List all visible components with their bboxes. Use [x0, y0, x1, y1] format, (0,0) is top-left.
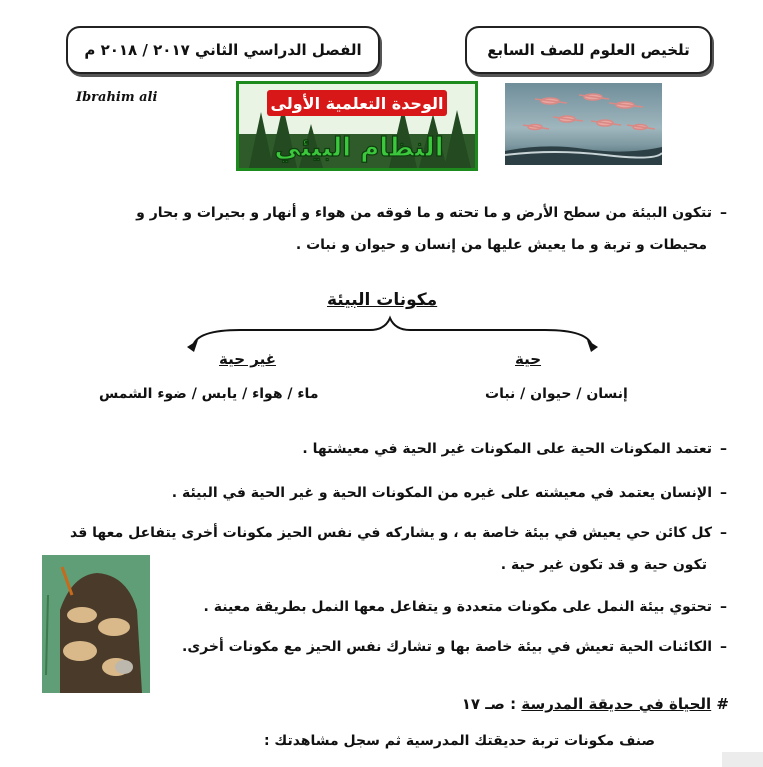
section-title: الحياة في حديقة المدرسة [521, 695, 712, 713]
section-heading [462, 695, 729, 713]
point-2 [172, 483, 727, 503]
bullet-dash: – [720, 205, 727, 221]
bullet-dash: – [720, 441, 727, 457]
ant-nest-image [42, 555, 150, 693]
hash-mark: # [716, 695, 729, 713]
bullet-dash: – [720, 525, 727, 541]
bullet-dash: – [720, 599, 727, 615]
unit-banner [236, 81, 478, 171]
summary-title: تلخيص العلوم للصف السابع [487, 41, 690, 59]
intro-line-1 [136, 203, 727, 223]
point-3-continuation: تكون حية و قد تكون غير حية . [500, 557, 707, 573]
banner-line2: النظام البيئي [274, 133, 444, 163]
components-title: مكونات البيئة [327, 290, 438, 310]
author-name: Ibrahim ali [76, 90, 158, 105]
bullet-dash: – [720, 639, 727, 655]
point-4 [204, 597, 727, 617]
flamingo-photo [505, 83, 662, 165]
point-text: تحتوي بيئة النمل على مكونات متعددة و يتفاعل معها النمل بطريقة معينة . [203, 599, 712, 615]
forest-banner-image [239, 84, 475, 168]
page-corner [722, 752, 763, 767]
semester-box [66, 26, 380, 74]
point-text: تعتمد المكونات الحية على المكونات غير الحية في معيشتها . [302, 441, 712, 457]
intro-line-2: محيطات و تربة و ما يعيش عليها من إنسان و حيوان و نبات . [295, 237, 707, 253]
intro-text-1: تتكون البيئة من سطح الأرض و ما تحته و ما فوقه من هواء و أنهار و بحيرات و بحار و [136, 205, 712, 221]
ant-habitat-illustration [42, 555, 150, 693]
banner-line1: الوحدة التعلمية الأولى [270, 94, 444, 113]
point-3 [70, 523, 727, 543]
bullet-dash: – [720, 485, 727, 501]
point-5 [182, 637, 727, 657]
point-text: الكائنات الحية تعيش في بيئة خاصة بها و تشارك نفس الحيز مع مكونات أخرى. [182, 639, 712, 655]
living-items: إنسان / حيوان / نبات [485, 386, 628, 402]
point-text: الإنسان يعتمد في معيشته على غيره من المكونات الحية و غير الحية في البيئة . [171, 485, 712, 501]
title-box [465, 26, 712, 74]
section-page: : صـ ١٧ [461, 695, 517, 713]
task-instruction: صنف مكونات تربة حديقتك المدرسية ثم سجل مشاهدتك : [263, 733, 655, 749]
point-1 [302, 439, 727, 459]
semester-text: الفصل الدراسي الثاني ٢٠١٧ / ٢٠١٨ م [84, 41, 362, 59]
living-label: حية [515, 350, 542, 368]
point-text: كل كائن حي يعيش في بيئة خاصة به ، و يشاركه في نفس الحيز مكونات أخرى يتفاعل معها قد [70, 525, 712, 541]
flamingos-image [505, 83, 662, 165]
nonliving-label: غير حية [219, 350, 276, 368]
nonliving-items: ماء / هواء / يابس / ضوء الشمس [99, 386, 319, 402]
